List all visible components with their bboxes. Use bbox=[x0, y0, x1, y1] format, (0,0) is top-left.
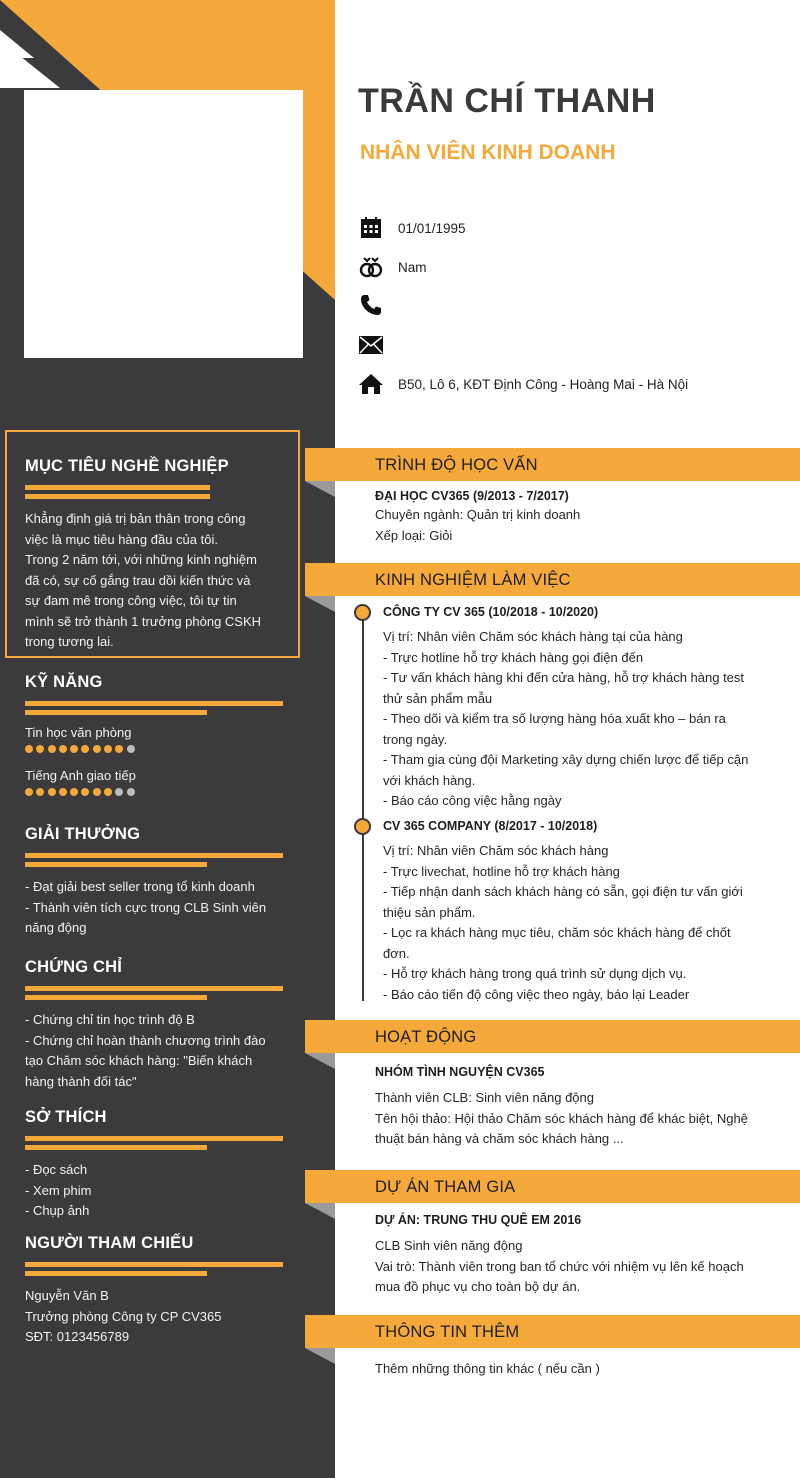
activity-line: Tên hội thảo: Hội thảo Chăm sóc khách hàng để khác biệt, Nghệ bbox=[375, 1110, 748, 1126]
rating-dot-filled bbox=[115, 745, 123, 753]
rating-dot-filled bbox=[81, 788, 89, 796]
education-header bbox=[305, 448, 800, 481]
job-line: - Trực hotline hỗ trợ khách hàng gọi điện đến bbox=[383, 649, 644, 665]
objective-line: việc là mục tiêu hàng đầu của tôi. bbox=[25, 531, 218, 547]
hobbies-bars bbox=[25, 1136, 285, 1150]
awards-bars bbox=[25, 853, 285, 867]
education-line: Chuyên ngành: Quản trị kinh doanh bbox=[375, 507, 581, 522]
activity-line: thuật bán hàng và chăm sóc khách hàng ... bbox=[375, 1131, 624, 1146]
hobby-line: - Đọc sách bbox=[25, 1162, 88, 1177]
job-line: trong ngày. bbox=[383, 731, 448, 747]
rating-dot-empty bbox=[115, 788, 123, 796]
skill-name: Tiếng Anh giao tiếp bbox=[25, 768, 136, 783]
additional-title: THÔNG TIN THÊM bbox=[375, 1323, 520, 1341]
job-line: - Tiếp nhận danh sách khách hàng có sẵn, gọi điện tư vấn giới bbox=[383, 884, 743, 899]
activities-header bbox=[305, 1020, 800, 1053]
birthday-text: 01/01/1995 bbox=[398, 220, 466, 236]
home-icon bbox=[358, 371, 384, 397]
experience-header bbox=[305, 563, 800, 596]
rating-dot-filled bbox=[70, 745, 78, 753]
job-line: thử sản phẩm mẫu bbox=[383, 690, 493, 706]
hobbies-section bbox=[25, 1108, 285, 1222]
projects-block bbox=[375, 1213, 785, 1298]
rating-dot-empty bbox=[127, 745, 135, 753]
project-name: DỰ ÁN: TRUNG THU QUÊ EM 2016 bbox=[375, 1213, 582, 1227]
certificates-title: CHỨNG CHỈ bbox=[25, 958, 123, 976]
activity-org: NHÓM TÌNH NGUYỆN CV365 bbox=[375, 1065, 545, 1079]
awards-section bbox=[25, 825, 285, 939]
project-line: Vai trò: Thành viên trong ban tổ chức với nhiệm vụ lên kế hoạch bbox=[375, 1258, 744, 1274]
job-1 bbox=[383, 605, 783, 812]
rating-dot-filled bbox=[104, 745, 112, 753]
profile-photo bbox=[24, 90, 303, 358]
projects-header bbox=[305, 1170, 800, 1203]
job-line: - Hỗ trợ khách hàng trong quá trình sử dụng dịch vụ. bbox=[383, 966, 687, 981]
objective-line: Trong 2 năm tới, với những kinh nghiệm bbox=[25, 552, 257, 567]
rating-dot-filled bbox=[25, 788, 33, 796]
skills-title: KỸ NĂNG bbox=[25, 673, 103, 691]
awards-title: GIẢI THƯỞNG bbox=[25, 825, 141, 843]
project-line: mua đồ phục vụ cho toàn bộ dự án. bbox=[375, 1279, 581, 1294]
hobby-line: - Chụp ảnh bbox=[25, 1203, 90, 1218]
certificate-line: hàng thành đối tác" bbox=[25, 1073, 137, 1089]
education-title: TRÌNH ĐỘ HỌC VẤN bbox=[375, 456, 538, 474]
rating-dot-filled bbox=[48, 788, 56, 796]
rating-dot-filled bbox=[36, 788, 44, 796]
references-section bbox=[25, 1234, 285, 1348]
job-2-text bbox=[383, 841, 783, 1005]
additional-block bbox=[375, 1359, 785, 1380]
objective-line: trong tương lai. bbox=[25, 634, 114, 649]
skills-list bbox=[25, 725, 285, 798]
rating-dot-filled bbox=[25, 745, 33, 753]
reference-line: Trưởng phòng Công ty CP CV365 bbox=[25, 1308, 222, 1324]
award-line: - Đạt giải best seller trong tổ kinh doanh bbox=[25, 879, 255, 894]
rings-icon bbox=[358, 254, 384, 280]
section-fold bbox=[305, 1203, 335, 1219]
contact-address bbox=[358, 371, 688, 397]
job-1-company: CÔNG TY CV 365 (10/2018 - 10/2020) bbox=[383, 605, 599, 619]
rating-dot-filled bbox=[81, 745, 89, 753]
objective-section bbox=[25, 457, 285, 653]
rating-dot-filled bbox=[59, 788, 67, 796]
job-line: Vị trí: Nhân viên Chăm sóc khách hàng bbox=[383, 843, 609, 858]
projects-title: DỰ ÁN THAM GIA bbox=[375, 1178, 516, 1196]
job-1-text bbox=[383, 627, 783, 812]
rating-dot-filled bbox=[59, 745, 67, 753]
job-line: - Theo dõi và kiểm tra số lượng hàng hóa xuất kho – bán ra bbox=[383, 711, 726, 726]
candidate-name: TRẦN CHÍ THANH bbox=[358, 82, 656, 120]
hobby-line: - Xem phim bbox=[25, 1182, 92, 1198]
objective-bars bbox=[25, 485, 210, 499]
references-text bbox=[25, 1286, 285, 1348]
activity-line: Thành viên CLB: Sinh viên năng động bbox=[375, 1090, 594, 1105]
experience-title: KINH NGHIỆM LÀM VIỆC bbox=[375, 571, 571, 589]
award-line: năng động bbox=[25, 920, 87, 935]
award-line: - Thành viên tích cực trong CLB Sinh viên bbox=[25, 899, 267, 915]
rating-dot-filled bbox=[93, 745, 101, 753]
objective-line: mình sẽ trở thành 1 trưởng phòng CSKH bbox=[25, 613, 262, 629]
additional-text: Thêm những thông tin khác ( nếu cần ) bbox=[375, 1361, 600, 1376]
project-line: CLB Sinh viên năng động bbox=[375, 1238, 523, 1253]
section-fold bbox=[305, 596, 335, 612]
job-line: đơn. bbox=[383, 945, 410, 961]
section-fold bbox=[305, 1348, 335, 1364]
certificates-text bbox=[25, 1010, 285, 1092]
objective-line: Khẳng định giá trị bản thân trong công bbox=[25, 511, 246, 526]
hobbies-text bbox=[25, 1160, 285, 1222]
references-title: NGƯỜI THAM CHIẾU bbox=[25, 1234, 194, 1252]
job-line: thiệu sản phẩm. bbox=[383, 904, 476, 920]
certificate-line: tạo Chăm sóc khách hàng: "Biến khách bbox=[25, 1053, 253, 1068]
job-line: - Tham gia cùng đội Marketing xây dựng chiến lược để tiếp cận bbox=[383, 752, 749, 767]
activities-block bbox=[375, 1065, 785, 1150]
rating-dot-filled bbox=[48, 745, 56, 753]
references-bars bbox=[25, 1262, 285, 1276]
timeline-dot bbox=[354, 604, 371, 621]
hobbies-title: SỞ THÍCH bbox=[25, 1108, 107, 1126]
phone-icon bbox=[358, 292, 384, 318]
job-title: NHÂN VIÊN KINH DOANH bbox=[360, 141, 616, 164]
job-line: - Trực livechat, hotline hỗ trợ khách hàng bbox=[383, 863, 620, 879]
skills-bars bbox=[25, 701, 285, 715]
certificates-section bbox=[25, 958, 285, 1092]
projects-text bbox=[375, 1236, 785, 1298]
timeline-line bbox=[362, 605, 364, 1001]
objective-line: sự đam mê trong công việc, tôi tự tin bbox=[25, 593, 237, 608]
reference-line: Nguyễn Văn B bbox=[25, 1288, 109, 1303]
job-2 bbox=[383, 819, 783, 1005]
job-line: - Báo cáo công việc hằng ngày bbox=[383, 793, 562, 808]
calendar-icon bbox=[358, 215, 384, 241]
envelope-icon bbox=[358, 332, 384, 358]
education-text bbox=[375, 505, 785, 546]
activities-text bbox=[375, 1088, 785, 1150]
reference-line: SĐT: 0123456789 bbox=[25, 1329, 130, 1344]
certificate-line: - Chứng chỉ hoàn thành chương trình đào bbox=[25, 1032, 266, 1048]
job-line: - Lọc ra khách hàng mục tiêu, chăm sóc khách hàng để chốt bbox=[383, 925, 731, 940]
skill-name: Tin học văn phòng bbox=[25, 725, 132, 740]
contact-birthday bbox=[358, 215, 466, 241]
job-line: Vị trí: Nhân viên Chăm sóc khách hàng tại của hàng bbox=[383, 629, 683, 644]
contact-email bbox=[358, 332, 398, 358]
rating-dot-filled bbox=[104, 788, 112, 796]
job-line: với khách hàng. bbox=[383, 772, 476, 788]
timeline-dot bbox=[354, 818, 371, 835]
job-2-company: CV 365 COMPANY (8/2017 - 10/2018) bbox=[383, 819, 598, 833]
additional-header bbox=[305, 1315, 800, 1348]
gender-text: Nam bbox=[398, 259, 427, 275]
certificates-bars bbox=[25, 986, 285, 1000]
skill-rating bbox=[25, 788, 285, 798]
section-fold bbox=[305, 1053, 335, 1069]
certificate-line: - Chứng chỉ tin học trình độ B bbox=[25, 1012, 195, 1027]
education-block bbox=[375, 489, 785, 546]
rating-dot-filled bbox=[93, 788, 101, 796]
objective-line: đã có, sự cố gắng trau dồi kiến thức và bbox=[25, 572, 251, 588]
address-text: B50, Lô 6, KĐT Định Công - Hoàng Mai - Hà Nội bbox=[398, 376, 689, 392]
rating-dot-empty bbox=[127, 788, 135, 796]
contact-phone bbox=[358, 292, 398, 318]
job-line: - Tư vấn khách hàng khi đến cửa hàng, hỗ trợ khách hàng test bbox=[383, 670, 745, 685]
objective-title: MỤC TIÊU NGHỀ NGHIỆP bbox=[25, 457, 229, 475]
activities-title: HOẠT ĐỘNG bbox=[375, 1028, 477, 1046]
skills-section bbox=[25, 673, 285, 811]
rating-dot-filled bbox=[70, 788, 78, 796]
objective-text bbox=[25, 509, 285, 653]
contact-gender bbox=[358, 254, 427, 280]
school-name: ĐẠI HỌC CV365 (9/2013 - 7/2017) bbox=[375, 489, 569, 503]
section-fold bbox=[305, 481, 335, 497]
awards-text bbox=[25, 877, 285, 939]
skill-rating bbox=[25, 745, 285, 755]
education-line: Xếp loại: Giỏi bbox=[375, 527, 453, 543]
job-line: - Báo cáo tiến độ công việc theo ngày, báo lại Leader bbox=[383, 986, 690, 1002]
rating-dot-filled bbox=[36, 745, 44, 753]
